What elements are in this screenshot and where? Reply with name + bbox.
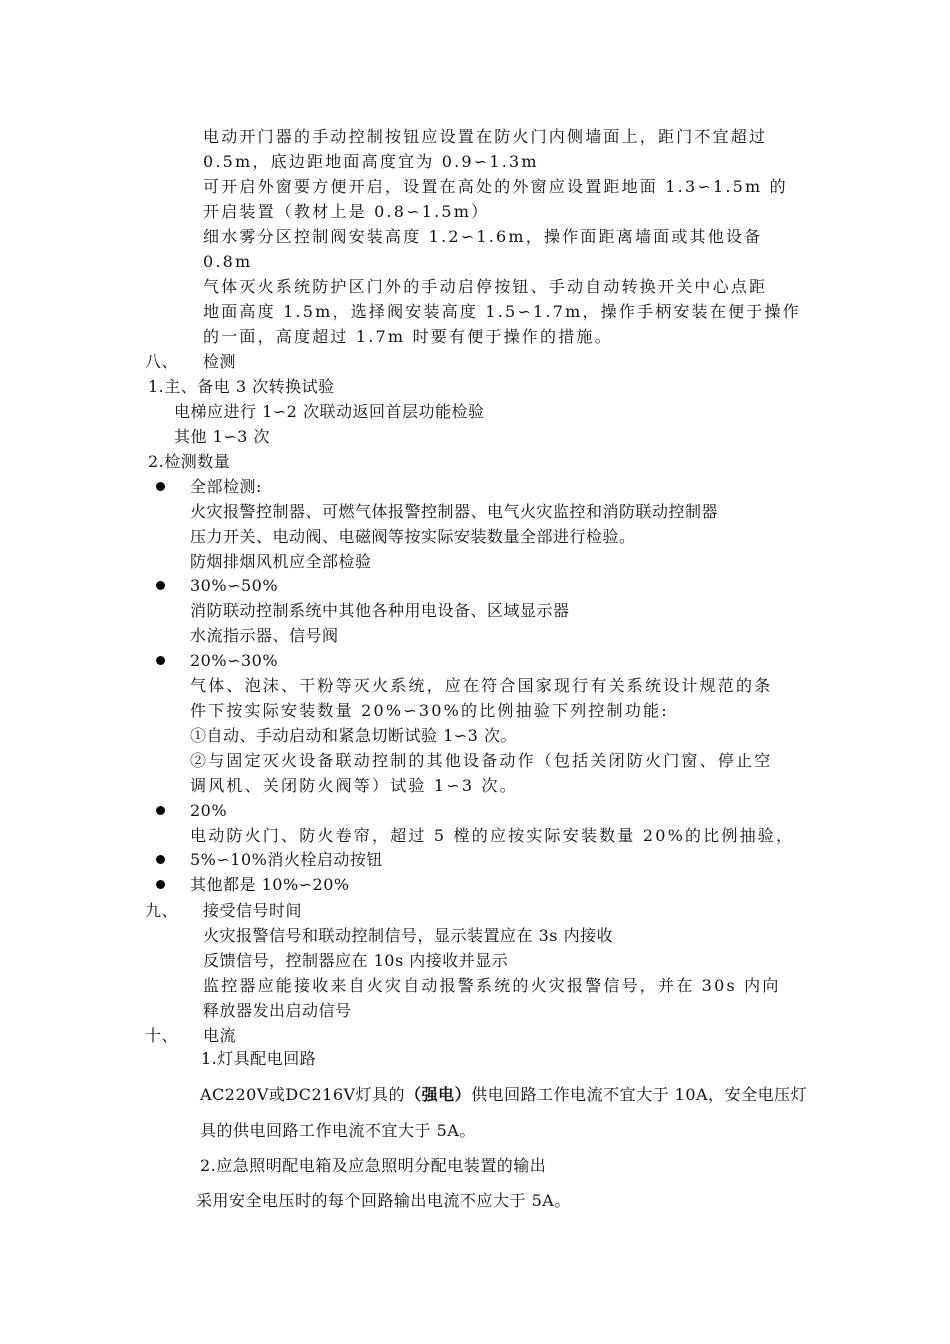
text-line: 2.应急照明配电箱及应急照明分配电装置的输出: [200, 1156, 547, 1175]
text-line: 气体、泡沫、干粉等灭火系统，应在符合国家现行有关系统设计规范的条: [190, 676, 773, 695]
text-line: 2.检测数量: [148, 452, 231, 471]
bullet-icon: [156, 855, 165, 864]
list-item: 全部检测:: [190, 477, 262, 496]
text-line: 电动防火门、防火卷帘，超过 5 樘的应按实际安装数量 20%的比例抽验，: [190, 826, 795, 845]
text-line: 0.8m: [203, 252, 253, 271]
list-item: 30%∽50%: [190, 576, 279, 595]
list-item: 20%: [190, 801, 228, 820]
text-line: 0.5m，底边距地面高度宜为 0.9∽1.3m: [203, 152, 539, 171]
text-line: 压力开关、电动阀、电磁阀等按实际安装数量全部进行检验。: [190, 527, 636, 546]
text-line: 具的供电回路工作电流不宜大于 5A。: [200, 1121, 476, 1140]
text-line: 火灾报警控制器、可燃气体报警控制器、电气火灾监控和消防联动控制器: [190, 502, 719, 521]
text-line: 防烟排烟风机应全部检验: [190, 552, 372, 571]
text-line: 1.主、备电 3 次转换试验: [148, 377, 335, 396]
text-line: 1.灯具配电回路: [201, 1049, 317, 1068]
text-line: 水流指示器、信号阀: [190, 626, 339, 645]
text-line: 其他 1∽3 次: [174, 427, 270, 446]
text-line: ①自动、手动启动和紧急切断试验 1∽3 次。: [190, 726, 517, 745]
emphasis-text: （强电）: [405, 1085, 472, 1104]
list-item: 20%∽30%: [190, 651, 279, 670]
text-line: [200, 1084, 807, 1106]
text-line: 火灾报警信号和联动控制信号，显示装置应在 3s 内接收: [203, 926, 614, 945]
text-line: 采用安全电压时的每个回路输出电流不应大于 5A。: [196, 1191, 571, 1210]
text-line: 细水雾分区控制阀安装高度 1.2∽1.6m，操作面距离墙面或其他设备: [203, 227, 763, 246]
bullet-icon: [156, 880, 165, 889]
text-line: 地面高度 1.5m，选择阀安装高度 1.5∽1.7m，操作手柄安装在便于操作: [203, 302, 801, 321]
text-line: 电动开门器的手动控制按钮应设置在防火门内侧墙面上，距门不宜超过: [203, 127, 768, 146]
list-item: 其他都是 10%∽20%: [190, 875, 350, 894]
section-heading: 检测: [203, 352, 237, 371]
text-line: 开启装置（教材上是 0.8∽1.5m）: [203, 202, 490, 221]
text-line: 气体灭火系统防护区门外的手动启停按钮、手动自动转换开关中心点距: [203, 277, 768, 296]
section-heading: 电流: [203, 1026, 237, 1045]
text-line: 件下按实际安装数量 20%∽30%的比例抽验下列控制功能:: [190, 701, 669, 720]
section-number: 十、: [145, 1026, 179, 1045]
list-item: 5%∽10%消火栓启动按钮: [190, 850, 383, 869]
text-line: ②与固定灭火设备联动控制的其他设备动作（包括关闭防火门窗、停止空: [190, 751, 773, 770]
section-number: 九、: [145, 901, 179, 920]
text-line: 监控器应能接收来自火灾自动报警系统的火灾报警信号，并在 30s 内向: [203, 976, 781, 995]
text-line: 反馈信号，控制器应在 10s 内接收并显示: [203, 951, 509, 970]
section-number: 八、: [145, 352, 179, 371]
text-line: 消防联动控制系统中其他各种用电设备、区域显示器: [190, 601, 570, 620]
bullet-icon: [156, 581, 165, 590]
bullet-icon: [156, 656, 165, 665]
bullet-icon: [156, 482, 165, 491]
text-run: 供电回路工作电流不宜大于 10A，安全电压灯: [471, 1085, 808, 1104]
text-line: 释放器发出启动信号: [203, 1001, 352, 1020]
text-line: 可开启外窗要方便开启，设置在高处的外窗应设置距地面 1.3∽1.5m 的: [203, 177, 788, 196]
bullet-icon: [156, 806, 165, 815]
section-heading: 接受信号时间: [203, 901, 303, 920]
text-run: AC220V或DC216V灯具的: [200, 1085, 406, 1104]
text-line: 电梯应进行 1∽2 次联动返回首层功能检验: [174, 402, 485, 421]
text-line: 的一面，高度超过 1.7m 时要有便于操作的措施。: [203, 327, 613, 346]
text-line: 调风机、关闭防火阀等）试验 1∽3 次。: [190, 776, 518, 795]
